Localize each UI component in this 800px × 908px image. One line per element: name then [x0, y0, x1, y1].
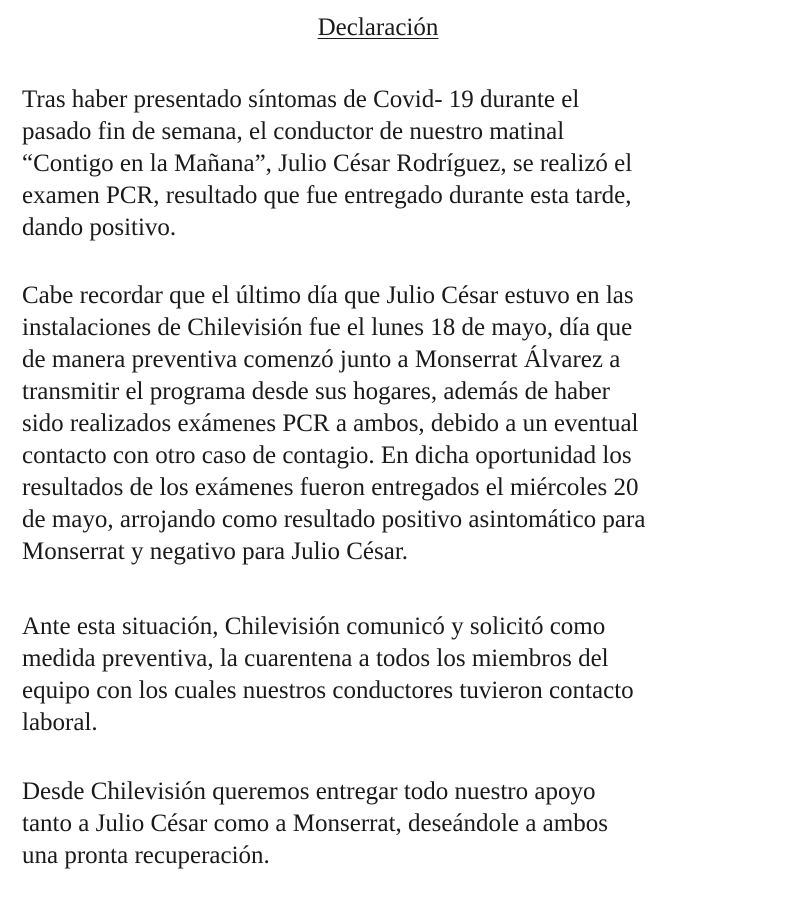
- paragraph-line: laboral.: [22, 709, 98, 736]
- paragraph-line: Ante esta situación, Chilevisión comunicó y solicitó como: [22, 613, 606, 640]
- paragraph-line: transmitir el programa desde sus hogares, además de haber: [22, 378, 610, 405]
- paragraph-line: contacto con otro caso de contagio. En dicha oportunidad los: [22, 442, 632, 469]
- paragraph-line: Monserrat y negativo para Julio César.: [22, 538, 409, 565]
- paragraph-line: de mayo, arrojando como resultado positivo asintomático para: [22, 506, 646, 533]
- paragraph-line: Tras haber presentado síntomas de Covid- 19 durante el: [22, 86, 580, 113]
- paragraph-line: Cabe recordar que el último día que Julio César estuvo en las: [22, 282, 634, 309]
- paragraph-line: instalaciones de Chilevisión fue el lunes 18 de mayo, día que: [22, 314, 633, 341]
- paragraph-line: de manera preventiva comenzó junto a Monserrat Álvarez a: [22, 346, 621, 373]
- paragraph-line: tanto a Julio César como a Monserrat, deseándole a ambos: [22, 810, 608, 837]
- paragraph-line: resultados de los exámenes fueron entregados el miércoles 20: [22, 474, 639, 501]
- page-title: Declaración: [317, 14, 439, 41]
- paragraph-1: [22, 84, 782, 244]
- paragraph-line: pasado fin de semana, el conductor de nuestro matinal: [22, 118, 565, 145]
- paragraph-line: sido realizados exámenes PCR a ambos, debido a un eventual: [22, 410, 639, 437]
- paragraph-line: medida preventiva, la cuarentena a todos los miembros del: [22, 645, 609, 672]
- paragraph-3: [22, 611, 782, 739]
- paragraph-line: dando positivo.: [22, 214, 177, 241]
- paragraph-line: Desde Chilevisión queremos entregar todo nuestro apoyo: [22, 778, 596, 805]
- paragraph-2: [22, 280, 782, 568]
- paragraph-4: [22, 776, 782, 872]
- paragraph-line: equipo con los cuales nuestros conductores tuvieron contacto: [22, 677, 634, 704]
- paragraph-line: una pronta recuperación.: [22, 842, 270, 869]
- paragraph-line: “Contigo en la Mañana”, Julio César Rodríguez, se realizó el: [22, 150, 633, 177]
- paragraph-line: examen PCR, resultado que fue entregado durante esta tarde,: [22, 182, 632, 209]
